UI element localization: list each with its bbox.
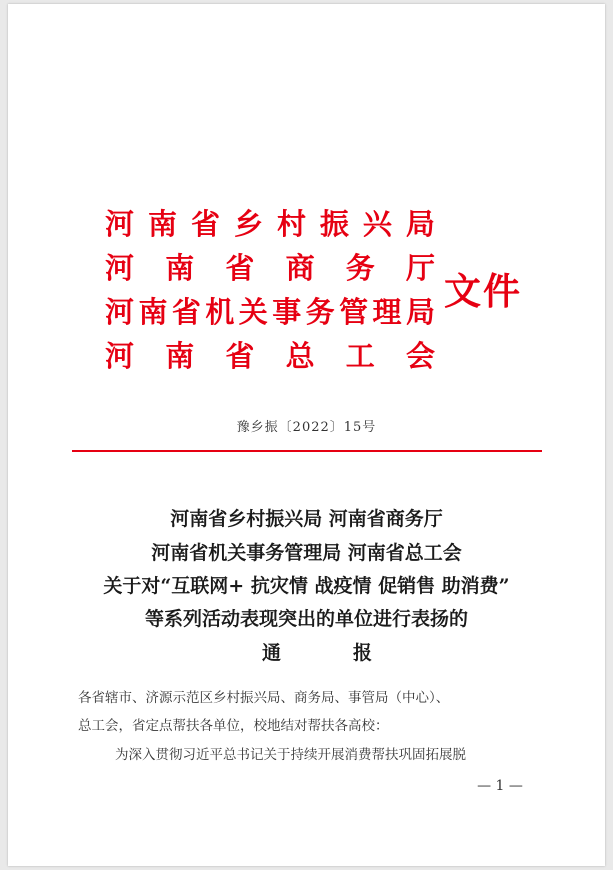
issuer-char: 商 <box>285 251 315 285</box>
issuer-char: 南 <box>147 207 177 241</box>
issuer-line-3 <box>105 292 435 332</box>
issuer-char: 南 <box>165 251 195 285</box>
issuer-char: 省 <box>225 251 255 285</box>
issuer-char: 工 <box>345 339 375 373</box>
page-number: — 1 — <box>477 778 523 794</box>
issuer-char: 局 <box>405 295 435 329</box>
red-divider <box>72 450 542 452</box>
issuer-char: 河 <box>105 295 135 329</box>
issuer-char: 厅 <box>405 251 435 285</box>
issuer-char: 兴 <box>362 207 392 241</box>
issuer-char: 河 <box>105 207 135 241</box>
title-line-4: 等系列活动表现突出的单位进行表扬的 <box>144 608 468 630</box>
title-char: 报 <box>352 642 372 664</box>
issuer-char: 省 <box>190 207 220 241</box>
issuer-char: 省 <box>225 339 255 373</box>
issuer-char: 会 <box>405 339 435 373</box>
title-char: 通 <box>262 642 282 664</box>
title-line-2: 河南省机关事务管理局 河南省总工会 <box>151 542 462 564</box>
issuer-char: 省 <box>171 295 201 329</box>
document-suffix: 文件 <box>444 269 522 313</box>
issuer-char: 局 <box>405 207 435 241</box>
addressee-line-1: 各省辖市、济源示范区乡村振兴局、商务局、事管局（中心）、 <box>78 690 450 706</box>
issuer-char: 机 <box>205 295 235 329</box>
issuer-char: 村 <box>276 207 306 241</box>
issuer-char: 关 <box>238 295 268 329</box>
addressee-line-2: 总工会，省定点帮扶各单位，校地结对帮扶各高校： <box>78 718 389 734</box>
issuer-char: 理 <box>372 295 402 329</box>
issuer-char: 振 <box>319 207 349 241</box>
document-number: 豫乡振〔2022〕15号 <box>236 420 377 435</box>
title-line-5 <box>262 639 372 667</box>
document-page <box>8 4 605 866</box>
issuer-char: 务 <box>345 251 375 285</box>
issuer-line-4 <box>105 336 435 376</box>
issuer-char: 南 <box>165 339 195 373</box>
issuer-char: 总 <box>285 339 315 373</box>
issuer-char: 河 <box>105 251 135 285</box>
paragraph-start: 为深入贯彻习近平总书记关于持续开展消费帮扶巩固拓展脱 <box>115 747 466 763</box>
issuer-char: 南 <box>138 295 168 329</box>
issuer-char: 事 <box>272 295 302 329</box>
issuer-line-1 <box>105 204 435 244</box>
title-line-3: 关于对“互联网+ 抗灾情 战疫情 促销售 助消费” <box>103 575 510 597</box>
issuer-char: 务 <box>305 295 335 329</box>
issuer-char: 管 <box>339 295 369 329</box>
issuer-char: 河 <box>105 339 135 373</box>
issuer-line-2 <box>105 248 435 288</box>
issuer-char: 乡 <box>233 207 263 241</box>
title-line-1: 河南省乡村振兴局 河南省商务厅 <box>170 508 443 530</box>
